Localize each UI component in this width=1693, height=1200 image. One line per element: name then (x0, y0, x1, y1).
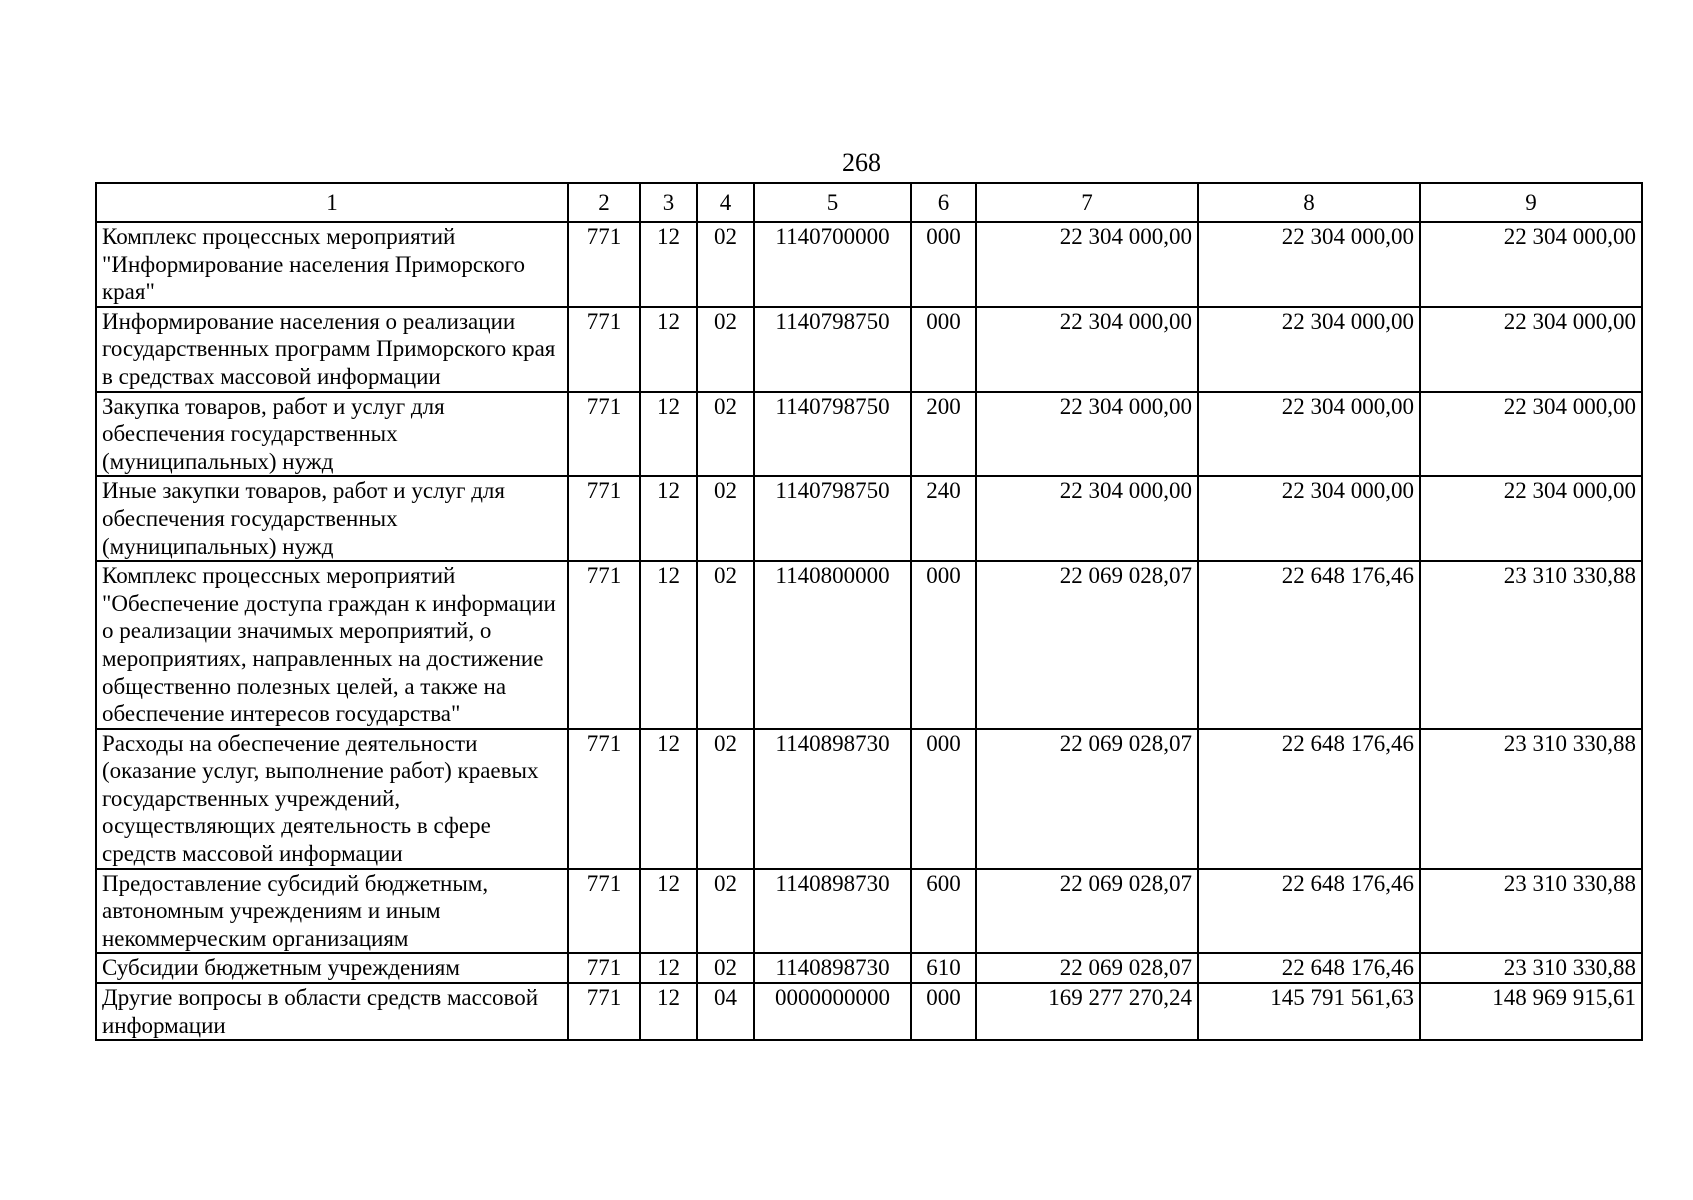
row-code-3: 12 (640, 307, 697, 392)
row-code-6: 000 (911, 222, 976, 307)
row-code-2: 771 (568, 561, 640, 729)
column-header: 3 (640, 183, 697, 222)
row-amount-7: 22 304 000,00 (976, 307, 1198, 392)
table-row (96, 222, 1642, 307)
row-code-6: 610 (911, 953, 976, 983)
row-name: Информирование населения о реализации государственных программ Приморского края в средствах массовой информации (96, 307, 568, 392)
row-code-6: 000 (911, 729, 976, 869)
row-amount-7: 22 069 028,07 (976, 729, 1198, 869)
row-code-2: 771 (568, 983, 640, 1040)
row-code-5: 1140898730 (754, 729, 911, 869)
row-amount-8: 22 648 176,46 (1198, 729, 1420, 869)
row-amount-7: 22 304 000,00 (976, 392, 1198, 477)
row-name: Предоставление субсидий бюджетным, автономным учреждениям и иным некоммерческим организациям (96, 869, 568, 954)
row-code-6: 200 (911, 392, 976, 477)
row-code-2: 771 (568, 729, 640, 869)
table-row (96, 307, 1642, 392)
row-amount-7: 22 069 028,07 (976, 561, 1198, 729)
budget-table (95, 182, 1643, 1041)
row-name: Закупка товаров, работ и услуг для обеспечения государственных (муниципальных) нужд (96, 392, 568, 477)
row-code-2: 771 (568, 307, 640, 392)
row-code-4: 02 (697, 307, 754, 392)
row-code-4: 04 (697, 983, 754, 1040)
row-code-5: 0000000000 (754, 983, 911, 1040)
row-amount-9: 23 310 330,88 (1420, 561, 1642, 729)
column-header: 4 (697, 183, 754, 222)
row-amount-9: 23 310 330,88 (1420, 953, 1642, 983)
row-code-5: 1140898730 (754, 869, 911, 954)
row-amount-8: 22 648 176,46 (1198, 953, 1420, 983)
row-amount-9: 23 310 330,88 (1420, 729, 1642, 869)
row-name: Комплекс процессных мероприятий "Информирование населения Приморского края" (96, 222, 568, 307)
row-amount-7: 22 069 028,07 (976, 953, 1198, 983)
row-amount-9: 22 304 000,00 (1420, 476, 1642, 561)
column-header: 6 (911, 183, 976, 222)
page-number: 268 (842, 148, 881, 177)
row-name: Комплекс процессных мероприятий "Обеспечение доступа граждан к информации о реализации значимых мероприятий, о мероприятиях, направленных на достижение общественно полезных целей, а также на обеспечение интересов государства" (96, 561, 568, 729)
row-amount-8: 22 648 176,46 (1198, 869, 1420, 954)
row-code-2: 771 (568, 869, 640, 954)
row-code-5: 1140798750 (754, 307, 911, 392)
row-code-4: 02 (697, 953, 754, 983)
row-code-5: 1140800000 (754, 561, 911, 729)
column-header: 1 (96, 183, 568, 222)
row-amount-9: 22 304 000,00 (1420, 222, 1642, 307)
row-code-4: 02 (697, 729, 754, 869)
row-amount-8: 22 304 000,00 (1198, 307, 1420, 392)
table-row (96, 392, 1642, 477)
row-code-3: 12 (640, 561, 697, 729)
row-amount-9: 22 304 000,00 (1420, 307, 1642, 392)
table-row (96, 476, 1642, 561)
column-header: 5 (754, 183, 911, 222)
row-amount-8: 145 791 561,63 (1198, 983, 1420, 1040)
row-code-4: 02 (697, 392, 754, 477)
table-row (96, 729, 1642, 869)
row-code-2: 771 (568, 953, 640, 983)
row-code-4: 02 (697, 869, 754, 954)
table-row (96, 953, 1642, 983)
table-row (96, 561, 1642, 729)
row-amount-7: 22 069 028,07 (976, 869, 1198, 954)
row-code-6: 000 (911, 561, 976, 729)
row-code-3: 12 (640, 476, 697, 561)
row-code-3: 12 (640, 392, 697, 477)
row-code-5: 1140798750 (754, 392, 911, 477)
row-amount-8: 22 648 176,46 (1198, 561, 1420, 729)
row-name: Субсидии бюджетным учреждениям (96, 953, 568, 983)
row-code-5: 1140700000 (754, 222, 911, 307)
row-amount-9: 23 310 330,88 (1420, 869, 1642, 954)
column-header: 9 (1420, 183, 1642, 222)
row-code-3: 12 (640, 222, 697, 307)
row-name: Другие вопросы в области средств массовой информации (96, 983, 568, 1040)
row-code-3: 12 (640, 869, 697, 954)
column-header: 8 (1198, 183, 1420, 222)
row-code-4: 02 (697, 561, 754, 729)
row-amount-8: 22 304 000,00 (1198, 222, 1420, 307)
row-name: Иные закупки товаров, работ и услуг для обеспечения государственных (муниципальных) нужд (96, 476, 568, 561)
row-code-5: 1140798750 (754, 476, 911, 561)
row-code-2: 771 (568, 476, 640, 561)
row-code-5: 1140898730 (754, 953, 911, 983)
row-code-6: 000 (911, 307, 976, 392)
table-row (96, 869, 1642, 954)
row-code-3: 12 (640, 729, 697, 869)
header-row (96, 183, 1642, 222)
row-amount-8: 22 304 000,00 (1198, 392, 1420, 477)
row-amount-7: 22 304 000,00 (976, 222, 1198, 307)
row-code-2: 771 (568, 222, 640, 307)
column-header: 7 (976, 183, 1198, 222)
row-code-6: 240 (911, 476, 976, 561)
row-code-3: 12 (640, 953, 697, 983)
row-code-6: 000 (911, 983, 976, 1040)
row-name: Расходы на обеспечение деятельности (оказание услуг, выполнение работ) краевых государственных учреждений, осуществляющих деятельность в сфере средств массовой информации (96, 729, 568, 869)
table-row (96, 983, 1642, 1040)
row-amount-9: 148 969 915,61 (1420, 983, 1642, 1040)
row-code-6: 600 (911, 869, 976, 954)
row-amount-7: 22 304 000,00 (976, 476, 1198, 561)
row-code-2: 771 (568, 392, 640, 477)
row-amount-7: 169 277 270,24 (976, 983, 1198, 1040)
row-code-4: 02 (697, 476, 754, 561)
row-amount-9: 22 304 000,00 (1420, 392, 1642, 477)
column-header: 2 (568, 183, 640, 222)
row-code-3: 12 (640, 983, 697, 1040)
row-code-4: 02 (697, 222, 754, 307)
row-amount-8: 22 304 000,00 (1198, 476, 1420, 561)
